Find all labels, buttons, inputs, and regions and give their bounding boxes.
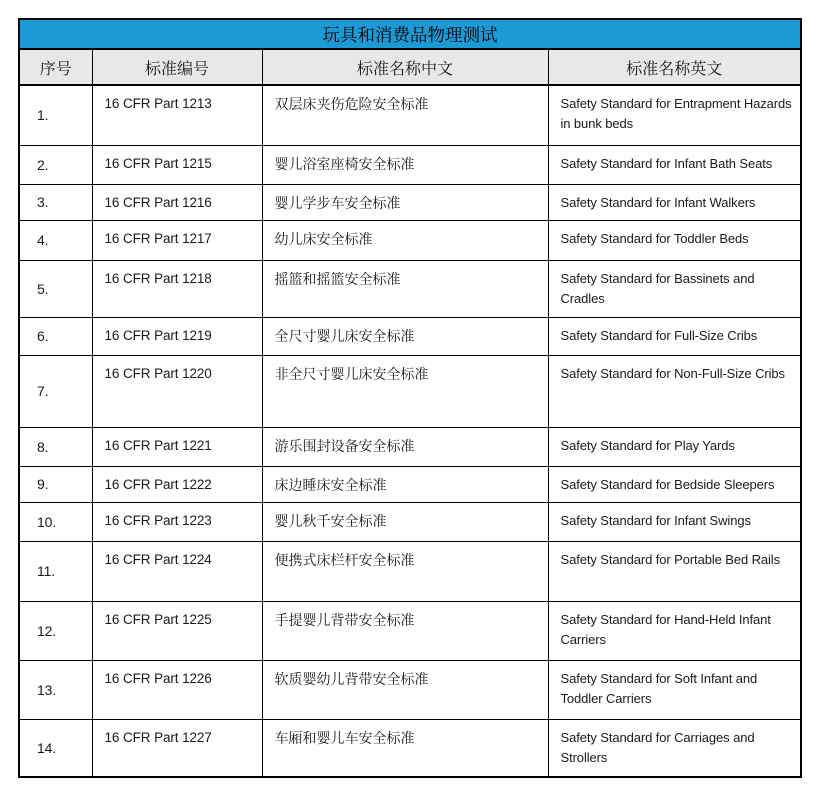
cell-no: 8. [19, 427, 92, 466]
header-row [19, 49, 801, 85]
cell-name-en: Safety Standard for Non-Full-Size Cribs [548, 355, 801, 427]
cell-name-cn: 非全尺寸婴儿床安全标准 [262, 355, 548, 427]
cell-no: 11. [19, 541, 92, 601]
cell-name-cn: 游乐围封设备安全标准 [262, 427, 548, 466]
cell-code: 16 CFR Part 1215 [92, 145, 262, 184]
cell-code: 16 CFR Part 1222 [92, 466, 262, 502]
cell-name-cn: 软质婴幼儿背带安全标准 [262, 660, 548, 719]
cell-no: 4. [19, 220, 92, 260]
cell-no: 5. [19, 260, 92, 317]
table-title: 玩具和消费品物理测试 [19, 19, 801, 49]
cell-code: 16 CFR Part 1218 [92, 260, 262, 317]
column-header-code: 标准编号 [92, 49, 262, 85]
column-header-name-cn: 标准名称中文 [262, 49, 548, 85]
cell-name-cn: 便携式床栏杆安全标准 [262, 541, 548, 601]
cell-name-cn: 婴儿浴室座椅安全标准 [262, 145, 548, 184]
cell-no: 12. [19, 601, 92, 660]
table-row [19, 145, 801, 184]
table-row [19, 466, 801, 502]
cell-no: 1. [19, 85, 92, 145]
cell-name-cn: 摇篮和摇篮安全标准 [262, 260, 548, 317]
cell-name-en: Safety Standard for Bedside Sleepers [548, 466, 801, 502]
cell-name-en: Safety Standard for Infant Walkers [548, 184, 801, 220]
cell-name-cn: 手提婴儿背带安全标准 [262, 601, 548, 660]
cell-no: 13. [19, 660, 92, 719]
cell-name-en: Safety Standard for Infant Swings [548, 502, 801, 541]
cell-name-cn: 双层床夹伤危险安全标准 [262, 85, 548, 145]
cell-no: 6. [19, 317, 92, 355]
table-row [19, 85, 801, 145]
table-row [19, 502, 801, 541]
cell-name-en: Safety Standard for Carriages and Strollers [548, 719, 801, 777]
cell-code: 16 CFR Part 1224 [92, 541, 262, 601]
table-row [19, 184, 801, 220]
cell-code: 16 CFR Part 1225 [92, 601, 262, 660]
cell-name-en: Safety Standard for Portable Bed Rails [548, 541, 801, 601]
cell-name-en: Safety Standard for Hand-Held Infant Carriers [548, 601, 801, 660]
cell-no: 9. [19, 466, 92, 502]
cell-code: 16 CFR Part 1219 [92, 317, 262, 355]
table-row [19, 601, 801, 660]
table-row [19, 719, 801, 777]
table-row [19, 660, 801, 719]
cell-name-en: Safety Standard for Play Yards [548, 427, 801, 466]
cell-code: 16 CFR Part 1216 [92, 184, 262, 220]
cell-code: 16 CFR Part 1213 [92, 85, 262, 145]
table-row [19, 427, 801, 466]
cell-no: 2. [19, 145, 92, 184]
table-row [19, 260, 801, 317]
table-container [18, 18, 800, 778]
cell-no: 3. [19, 184, 92, 220]
cell-code: 16 CFR Part 1221 [92, 427, 262, 466]
cell-name-en: Safety Standard for Entrapment Hazards in bunk beds [548, 85, 801, 145]
cell-code: 16 CFR Part 1227 [92, 719, 262, 777]
cell-name-cn: 车厢和婴儿车安全标准 [262, 719, 548, 777]
cell-name-cn: 婴儿秋千安全标准 [262, 502, 548, 541]
title-row [19, 19, 801, 49]
column-header-name-en: 标准名称英文 [548, 49, 801, 85]
cell-no: 14. [19, 719, 92, 777]
table-row [19, 220, 801, 260]
cell-name-en: Safety Standard for Soft Infant and Toddler Carriers [548, 660, 801, 719]
cell-code: 16 CFR Part 1217 [92, 220, 262, 260]
cell-code: 16 CFR Part 1223 [92, 502, 262, 541]
cell-name-en: Safety Standard for Bassinets and Cradles [548, 260, 801, 317]
cell-name-en: Safety Standard for Full-Size Cribs [548, 317, 801, 355]
standards-table [18, 18, 802, 778]
cell-name-en: Safety Standard for Infant Bath Seats [548, 145, 801, 184]
cell-no: 10. [19, 502, 92, 541]
cell-no: 7. [19, 355, 92, 427]
cell-name-cn: 床边睡床安全标准 [262, 466, 548, 502]
cell-name-cn: 幼儿床安全标准 [262, 220, 548, 260]
cell-name-en: Safety Standard for Toddler Beds [548, 220, 801, 260]
cell-name-cn: 全尺寸婴儿床安全标准 [262, 317, 548, 355]
cell-code: 16 CFR Part 1220 [92, 355, 262, 427]
cell-code: 16 CFR Part 1226 [92, 660, 262, 719]
column-header-no: 序号 [19, 49, 92, 85]
table-row [19, 541, 801, 601]
cell-name-cn: 婴儿学步车安全标准 [262, 184, 548, 220]
table-row [19, 317, 801, 355]
table-row [19, 355, 801, 427]
